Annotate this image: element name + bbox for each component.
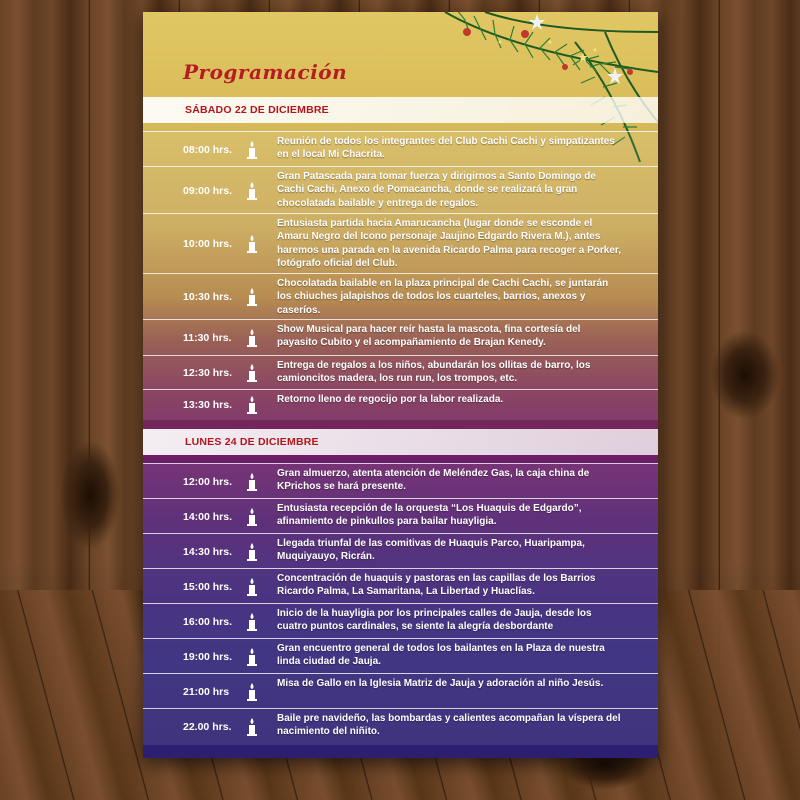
event-description: Gran Patascada para tomar fuerza y dirigirnos a Santo Domingo de Cachi Cachi, Anexo de Pomacancha, donde se realizará la gran chocolatada bailable y entrega de regalos. [277, 171, 596, 209]
event-description: Reunión de todos los integrantes del Club Cachi Cachi y simpatizantes en el local Mi Chacrita. [277, 136, 615, 161]
candle-icon [246, 683, 258, 701]
candle-icon [246, 543, 258, 561]
event-time: 09:00 hrs. [183, 184, 233, 197]
event-row [143, 166, 658, 214]
event-row [143, 273, 658, 320]
event-time: 15:00 hrs. [183, 580, 233, 593]
candle-icon [246, 473, 258, 491]
event-time: 12:30 hrs. [183, 367, 233, 379]
program-flyer [143, 12, 658, 758]
candle-icon [246, 613, 258, 631]
candle-icon [246, 364, 258, 382]
page-title: Programación [183, 60, 348, 84]
event-time: 22.00 hrs. [183, 721, 232, 733]
event-row [143, 498, 658, 534]
event-time: 13:30 hrs. [183, 399, 233, 411]
candle-icon [246, 288, 258, 306]
section-header [143, 97, 658, 123]
event-time: 14:30 hrs. [183, 545, 233, 558]
event-description: Inicio de la huayligia por los principales calles de Jauja, desde los cuatro puntos cardinales, se siente la alegría desbordante [277, 608, 592, 633]
candle-icon [246, 648, 258, 666]
event-row [143, 355, 658, 390]
event-time: 11:30 hrs. [183, 332, 232, 344]
event-row [143, 213, 658, 274]
event-description: Misa de Gallo en la Iglesia Matriz de Jauja y adoración al niño Jesús. [277, 678, 604, 689]
event-row [143, 131, 658, 167]
event-description: Entusiasta partida hacia Amarucancha (lugar donde se esconde el Amaru Negro del Icono personaje Jaujino Edgardo Rivera M.), antes haremos una parada en la avenida Ricardo Palma para recoger a Porker, fotógrafo oficial del Club. [277, 218, 622, 269]
event-row [143, 638, 658, 674]
event-time: 10:30 hrs. [183, 291, 233, 303]
event-description: Show Musical para hacer reír hasta la mascota, fina cortesía del payasito Cubito y el acompañamiento de Brajan Kenedy. [277, 324, 581, 349]
candle-icon [246, 182, 258, 200]
event-description: Gran almuerzo, atenta atención de Meléndez Gas, la caja china de KPrichos se hará presente. [277, 468, 590, 493]
event-time: 08:00 hrs. [183, 143, 233, 156]
event-row [143, 319, 658, 356]
candle-icon [246, 141, 258, 159]
event-time: 12:00 hrs. [183, 475, 233, 488]
wood-knot [710, 330, 780, 420]
event-time: 14:00 hrs. [183, 510, 233, 523]
candle-icon [246, 329, 258, 347]
event-time: 19:00 hrs. [183, 650, 233, 663]
candle-icon [246, 508, 258, 526]
event-description: Entrega de regalos a los niños, abundarán los ollitas de barro, los camioncitos madera, los run run, los trompos, etc. [277, 360, 591, 385]
event-time: 10:00 hrs. [183, 238, 233, 250]
event-description: Concentración de huaquis y pastoras en las capillas de los Barrios Ricardo Palma, La Samaritana, La Libertad y Huaclías. [277, 573, 596, 598]
event-description: Baile pre navideño, las bombardas y calientes acompañan la víspera del nacimiento del niñito. [277, 713, 621, 738]
event-row [143, 673, 658, 709]
section-date-label: SÁBADO 22 DE DICIEMBRE [185, 104, 329, 116]
event-description: Llegada triunfal de las comitivas de Huaquis Parco, Huaripampa, Muquiyauyo, Ricrán. [277, 538, 585, 563]
candle-icon [246, 578, 258, 596]
section-date-label: LUNES 24 DE DICIEMBRE [185, 436, 319, 448]
event-description: Gran encuentro general de todos los bailantes en la Plaza de nuestra linda ciudad de Jauja. [277, 643, 605, 668]
event-row [143, 533, 658, 569]
wood-knot [60, 440, 120, 550]
candle-icon [246, 718, 258, 736]
event-row [143, 603, 658, 639]
event-time: 16:00 hrs. [183, 615, 233, 628]
event-row [143, 568, 658, 604]
section-header [143, 429, 658, 455]
event-description: Chocolatada bailable en la plaza principal de Cachi Cachi, se juntarán los chiuches jalapishos de todos los cuarteles, barrios, anexos y caseríos. [277, 278, 609, 316]
event-description: Retorno lleno de regocijo por la labor realizada. [277, 394, 504, 405]
event-time: 21:00 hrs [183, 685, 230, 698]
event-row [143, 389, 658, 420]
candle-icon [246, 396, 258, 414]
event-row [143, 708, 658, 745]
event-description: Entusiasta recepción de la orquesta “Los Huaquis de Edgardo”, afinamiento de pinkullos para bailar huayligia. [277, 503, 582, 528]
event-row [143, 463, 658, 499]
candle-icon [246, 235, 258, 253]
